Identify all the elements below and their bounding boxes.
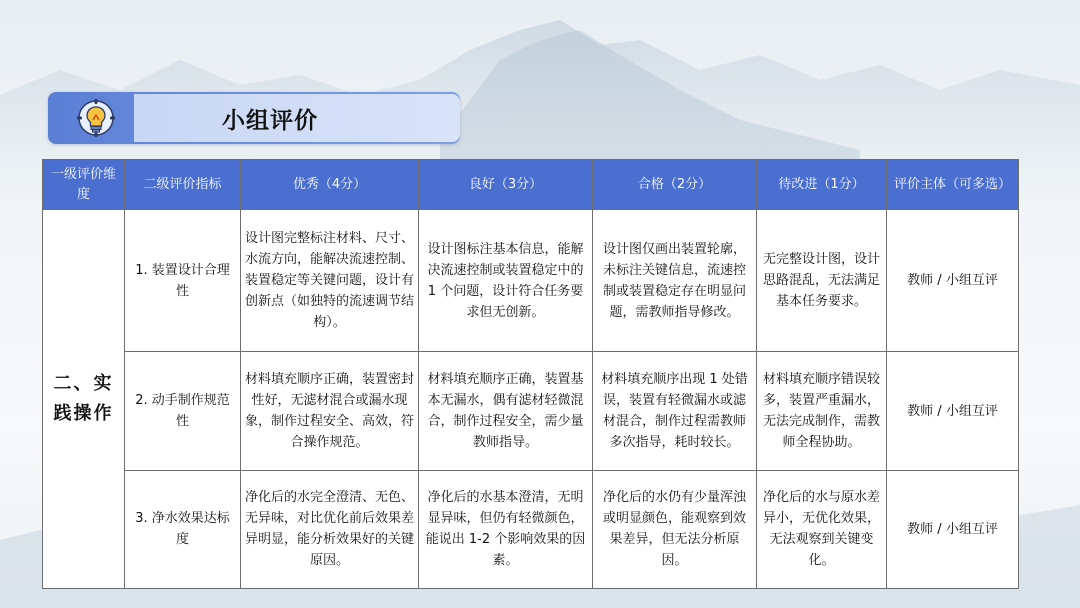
- header-cell: 一级评价维度: [43, 160, 125, 210]
- header-cell: 二级评价指标: [125, 160, 241, 210]
- header-cell: 优秀（4分）: [241, 160, 419, 210]
- header-cell: 合格（2分）: [593, 160, 757, 210]
- table-header-row: [43, 160, 1019, 210]
- section-title-bar: [48, 92, 460, 144]
- criterion-cell: 1. 装置设计合理性: [125, 210, 241, 352]
- pass-cell: 净化后的水仍有少量浑浊或明显颜色，能观察到效果差异，但无法分析原因。: [593, 470, 757, 588]
- criterion-cell: 2. 动手制作规范性: [125, 352, 241, 470]
- lightbulb-gear-icon: [76, 98, 116, 138]
- dimension-cell: 二、实践操作: [43, 210, 125, 589]
- excellent-cell: 材料填充顺序正确，装置密封性好，无滤材混合或漏水现象，制作过程安全、高效，符合操作规范。: [241, 352, 419, 470]
- improve-cell: 净化后的水与原水差异小，无优化效果，无法观察到关键变化。: [757, 470, 887, 588]
- good-cell: 材料填充顺序正确，装置基本无漏水，偶有滤材轻微混合，制作过程安全，需少量教师指导。: [419, 352, 593, 470]
- good-cell: 设计图标注基本信息，能解决流速控制或装置稳定中的 1 个问题，设计符合任务要求但无创新。: [419, 210, 593, 352]
- improve-cell: 材料填充顺序错误较多，装置严重漏水，无法完成制作，需教师全程协助。: [757, 352, 887, 470]
- pass-cell: 设计图仅画出装置轮廓，未标注关键信息，流速控制或装置稳定存在明显问题，需教师指导修改。: [593, 210, 757, 352]
- header-cell: 待改进（1分）: [757, 160, 887, 210]
- excellent-cell: 净化后的水完全澄清、无色、无异味，对比优化前后效果差异明显，能分析效果好的关键原因。: [241, 470, 419, 588]
- improve-cell: 无完整设计图，设计思路混乱，无法满足基本任务要求。: [757, 210, 887, 352]
- header-cell: 评价主体（可多选）: [887, 160, 1019, 210]
- evaluation-table: [42, 159, 1019, 589]
- evaluator-cell: 教师 / 小组互评: [887, 210, 1019, 352]
- criterion-cell: 3. 净水效果达标度: [125, 470, 241, 588]
- table-row: [43, 352, 1019, 470]
- header-cell: 良好（3分）: [419, 160, 593, 210]
- table-row: [43, 210, 1019, 352]
- good-cell: 净化后的水基本澄清，无明显异味，但仍有轻微颜色，能说出 1-2 个影响效果的因素。: [419, 470, 593, 588]
- pass-cell: 材料填充顺序出现 1 处错误，装置有轻微漏水或滤材混合，制作过程需教师多次指导，耗时较长。: [593, 352, 757, 470]
- excellent-cell: 设计图完整标注材料、尺寸、水流方向，能解决流速控制、装置稳定等关键问题，设计有创新点（如独特的流速调节结构）。: [241, 210, 419, 352]
- evaluator-cell: 教师 / 小组互评: [887, 470, 1019, 588]
- table-row: [43, 470, 1019, 588]
- page-title: 小组评价: [222, 108, 318, 134]
- evaluator-cell: 教师 / 小组互评: [887, 352, 1019, 470]
